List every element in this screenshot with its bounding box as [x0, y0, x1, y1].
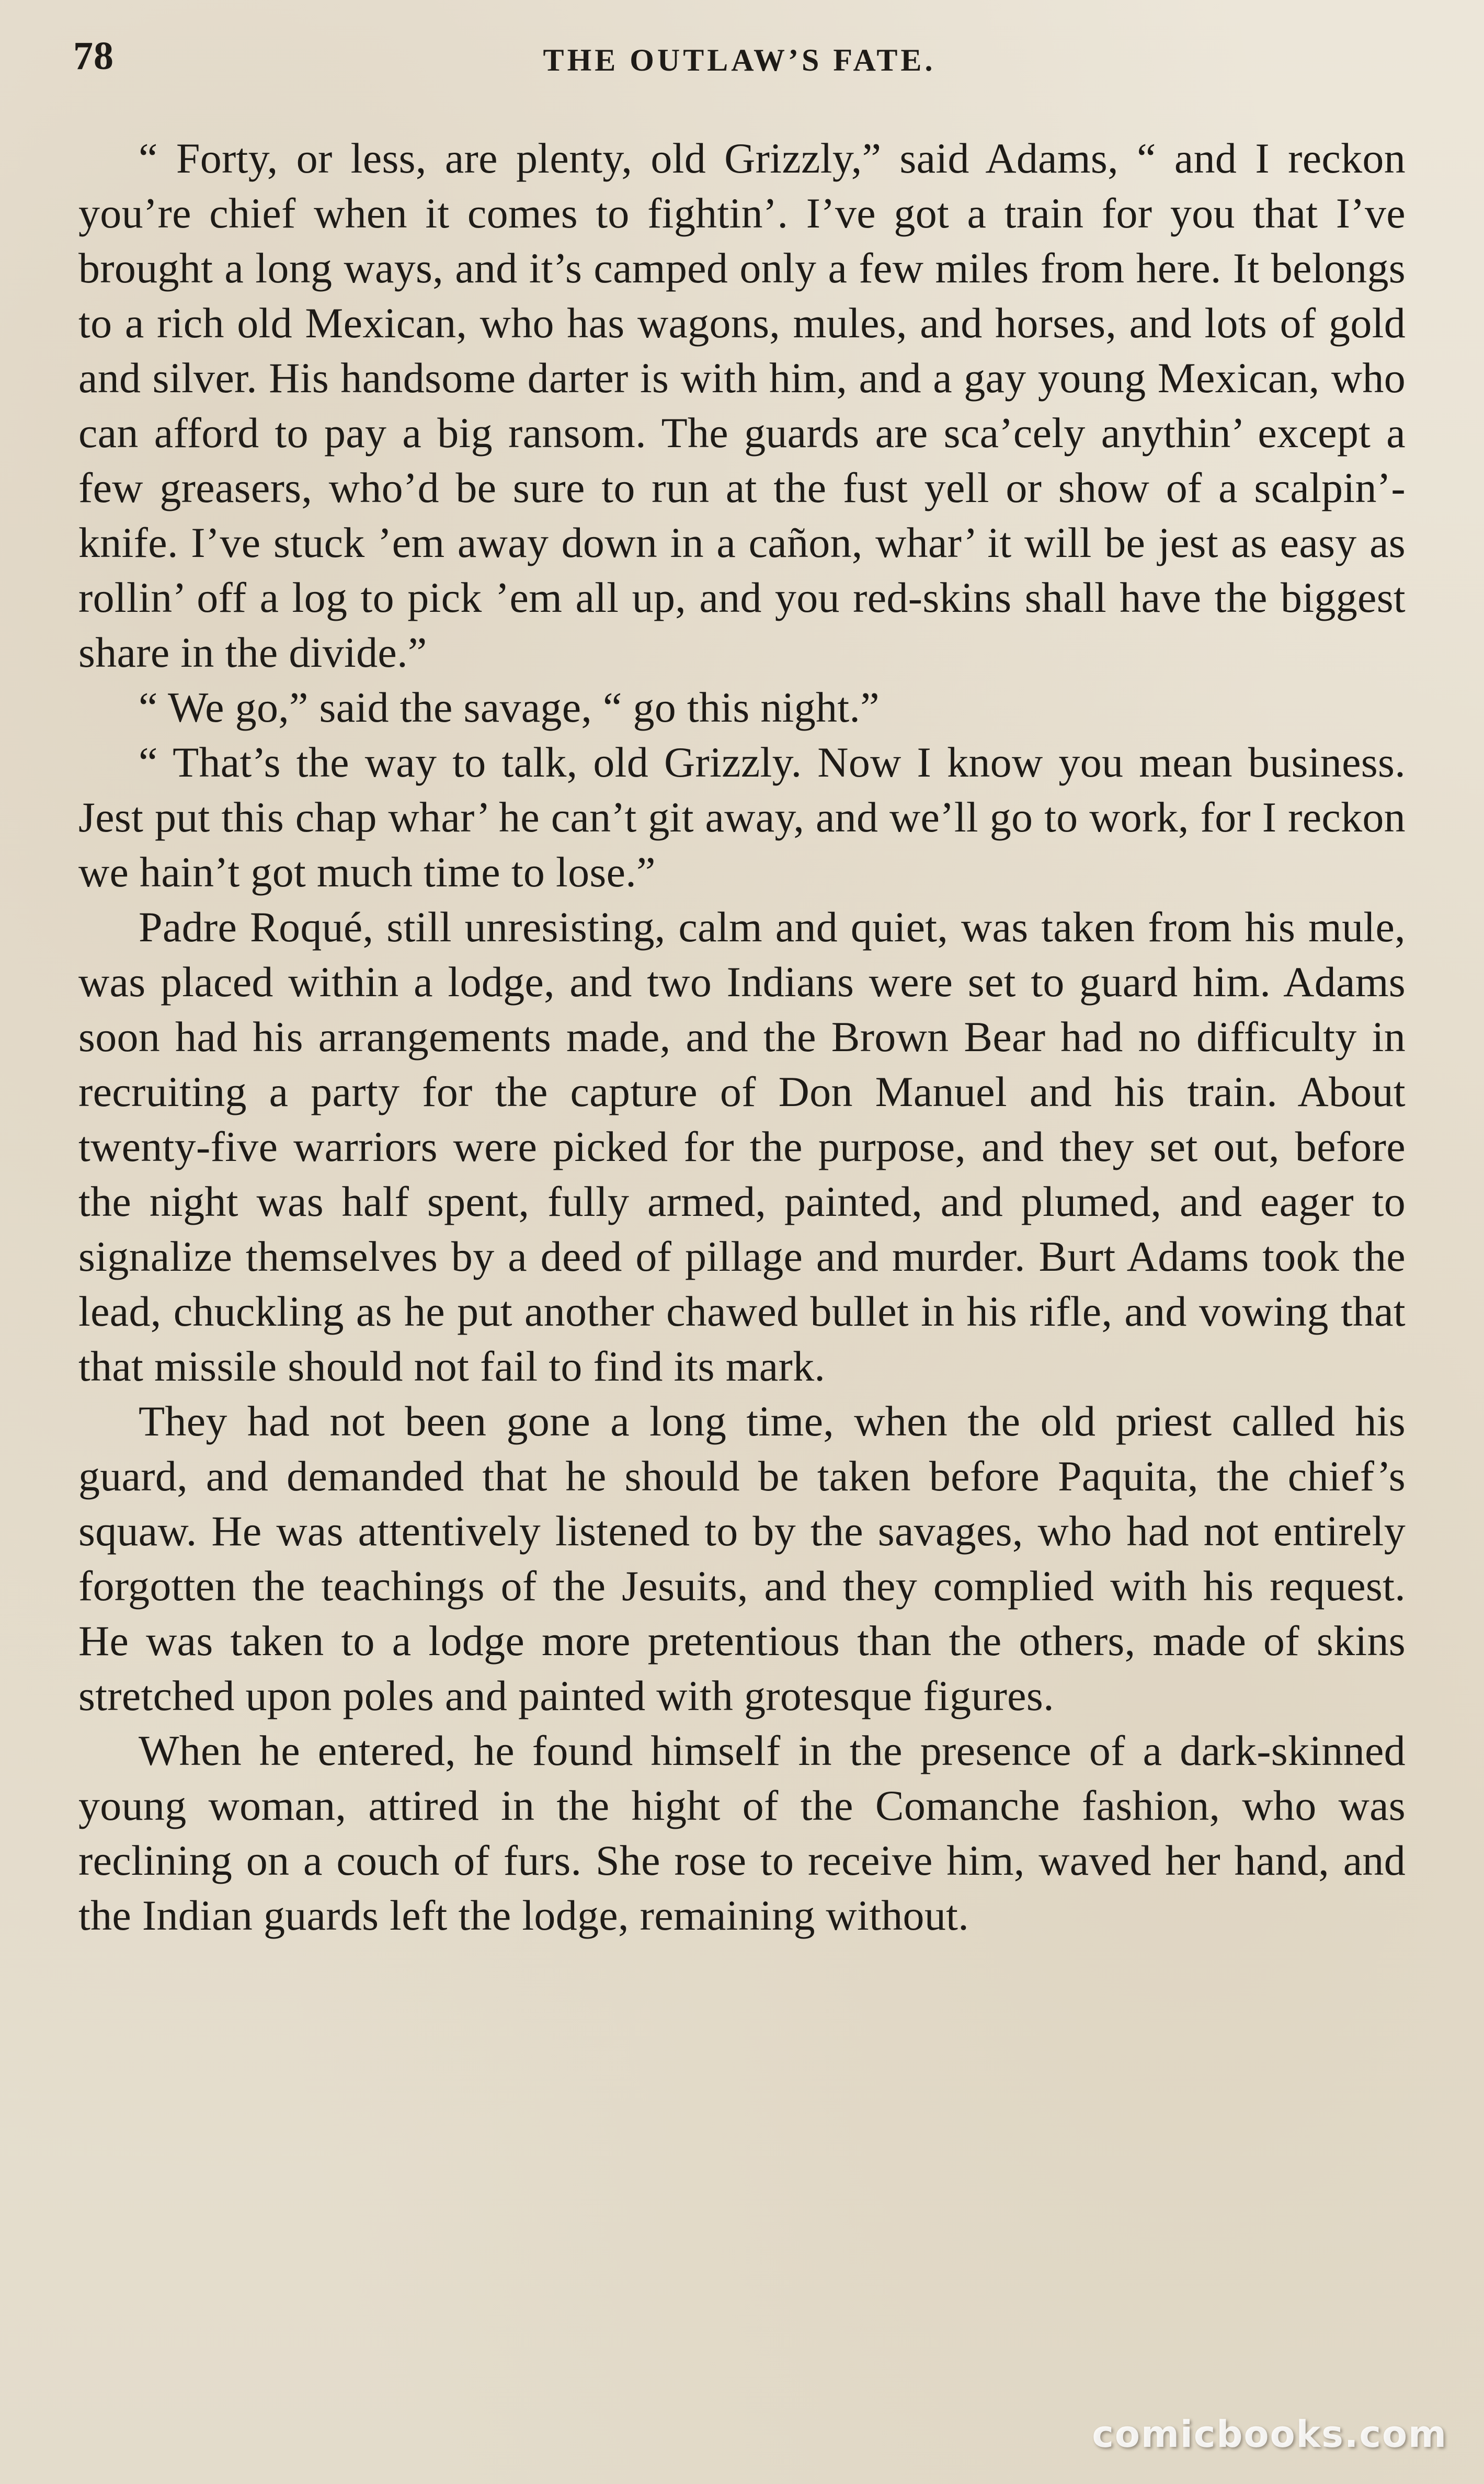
- paragraph: When he entered, he found himself in the presence of a dark-skinned young woman, attired in the hight of the Comanche fashion, who was reclining on a couch of furs. She rose to receive him, waved her hand, and the Indian guards left the lodge, remaining without.: [78, 1727, 1406, 1939]
- paragraph: “ That’s the way to talk, old Grizzly. Now I know you mean business. Jest put this chap whar’ he can’t git away, and we’ll go to work, for I reckon we hain’t got much time to lose.”: [78, 738, 1406, 896]
- paragraph: They had not been gone a long time, when the old priest called his guard, and demanded that he should be taken before Paquita, the chief’s squaw. He was attentively listened to by the savages, who had not entirely forgotten the teachings of the Jesuits, and they complied with his request. He was taken to a lodge more pretentious than the others, made of skins stretched upon poles and painted with grotesque figures.: [78, 1397, 1406, 1719]
- watermark-text: comicbooks.com: [1092, 2413, 1447, 2456]
- page-header: [73, 21, 1406, 89]
- text-body: [78, 131, 1406, 1943]
- paragraph: Padre Roqué, still unresisting, calm and quiet, was taken from his mule, was placed within a lodge, and two Indians were set to guard him. Adams soon had his arrangements made, and the Brown Bear had no difficulty in recruiting a party for the capture of Don Manuel and his train. About twenty-five warriors were picked for the purpose, and they set out, before the night was half spent, fully armed, painted, and plumed, and eager to signalize themselves by a deed of pillage and murder. Burt Adams took the lead, chuckling as he put another chawed bullet in his rifle, and vowing that that missile should not fail to find its mark.: [78, 903, 1406, 1390]
- running-head: THE OUTLAW’S FATE.: [543, 43, 936, 77]
- paragraph: “ Forty, or less, are plenty, old Grizzly,” said Adams, “ and I reckon you’re chief when it comes to fightin’. I’ve got a train for you that I’ve brought a long ways, and it’s camped only a few miles from here. It belongs to a rich old Mexican, who has wagons, mules, and horses, and lots of gold and silver. His handsome darter is with him, and a gay young Mexican, who can afford to pay a big ransom. The guards are sca’cely anythin’ except a few greasers, who’d be sure to run at the fust yell or show of a scalpin’-knife. I’ve stuck ’em away down in a cañon, whar’ it will be jest as easy as rollin’ off a log to pick ’em all up, and you red-skins shall have the biggest share in the divide.”: [78, 134, 1406, 676]
- page-number: 78: [73, 34, 114, 78]
- paragraph: “ We go,” said the savage, “ go this night.”: [139, 683, 880, 731]
- watermark: [1071, 2413, 1447, 2465]
